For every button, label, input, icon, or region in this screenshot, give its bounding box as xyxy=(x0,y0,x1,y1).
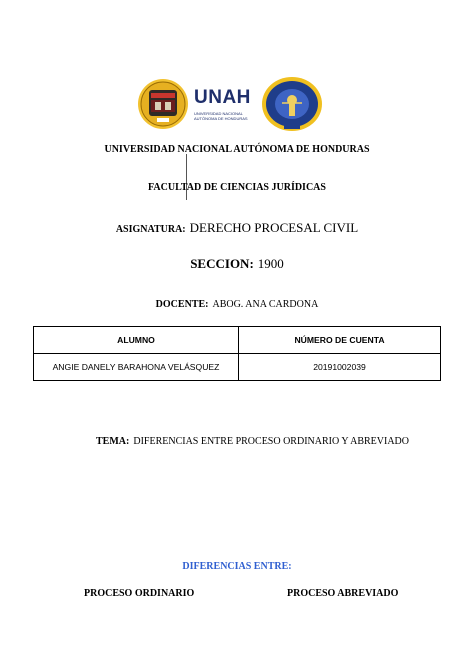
section-label: SECCION: xyxy=(190,256,254,271)
topic-line xyxy=(96,431,456,449)
differences-title: DIFERENCIAS ENTRE: xyxy=(182,561,292,572)
student-table xyxy=(33,326,441,381)
unah-wordmark: UNAH xyxy=(194,87,251,108)
section-line xyxy=(0,255,474,273)
subject-label: ASIGNATURA: xyxy=(115,224,186,235)
table-cell-alumno: ANGIE DANELY BARAHONA VELÁSQUEZ xyxy=(34,354,239,381)
table-header-cuenta: NÚMERO DE CUENTA xyxy=(239,327,441,354)
unah-wordmark-block xyxy=(194,88,266,121)
table-row xyxy=(34,354,441,381)
teacher-line xyxy=(0,294,474,312)
law-faculty-seal-left xyxy=(137,78,189,130)
teacher-label: DOCENTE: xyxy=(155,299,209,310)
abbreviated-process-heading: PROCESO ABREVIADO xyxy=(287,588,399,599)
logo-divider xyxy=(186,154,187,200)
faculty-title: FACULTAD DE CIENCIAS JURÍDICAS xyxy=(148,182,326,193)
topic-value: DIFERENCIAS ENTRE PROCESO ORDINARIO Y ABREVIADO xyxy=(133,436,410,447)
university-title: UNIVERSIDAD NACIONAL AUTÓNOMA DE HONDURAS xyxy=(104,144,370,155)
section-value: 1900 xyxy=(257,256,284,271)
ordinary-process-heading: PROCESO ORDINARIO xyxy=(84,588,195,599)
subject-value: DERECHO PROCESAL CIVIL xyxy=(189,220,359,235)
table-header-row xyxy=(34,327,441,354)
logo-row xyxy=(0,74,474,134)
unah-subtitle-1: UNIVERSIDAD NACIONAL xyxy=(194,111,243,116)
subject-line xyxy=(0,219,474,237)
unah-subtitle-2: AUTÓNOMA DE HONDURAS xyxy=(194,116,248,121)
table-cell-cuenta: 20191002039 xyxy=(239,354,441,381)
topic-label: TEMA: xyxy=(96,436,130,447)
teacher-value: ABOG. ANA CARDONA xyxy=(212,299,319,310)
law-faculty-seal-right xyxy=(260,76,324,132)
table-header-alumno: ALUMNO xyxy=(34,327,239,354)
